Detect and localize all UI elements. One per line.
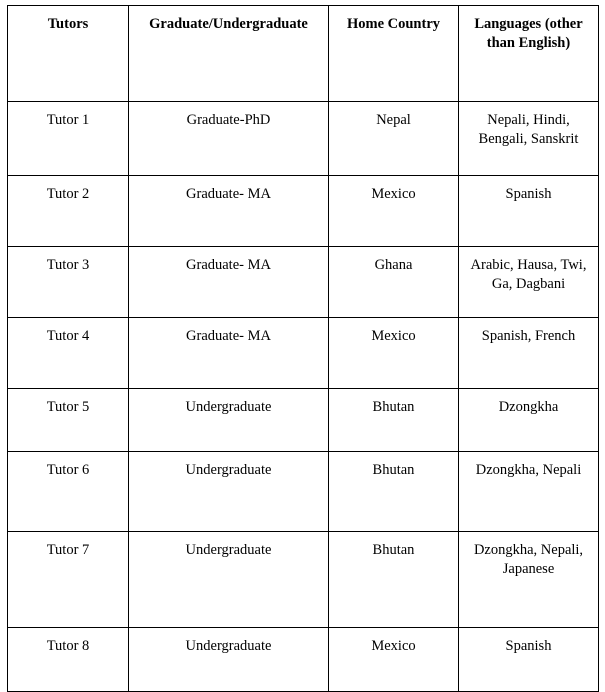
table-row [8, 389, 599, 452]
cell-languages: Dzongkha [459, 389, 599, 452]
cell-country: Ghana [329, 247, 459, 318]
cell-tutor: Tutor 6 [8, 452, 129, 532]
table-body [8, 102, 599, 692]
cell-country: Bhutan [329, 389, 459, 452]
table-row [8, 102, 599, 176]
table-header [8, 6, 599, 102]
cell-languages: Arabic, Hausa, Twi, Ga, Dagbani [459, 247, 599, 318]
cell-level: Undergraduate [129, 452, 329, 532]
cell-languages: Spanish, French [459, 318, 599, 389]
table-row [8, 628, 599, 692]
cell-tutor: Tutor 4 [8, 318, 129, 389]
cell-tutor: Tutor 1 [8, 102, 129, 176]
cell-tutor: Tutor 2 [8, 176, 129, 247]
tutors-table [7, 5, 599, 692]
cell-tutor: Tutor 5 [8, 389, 129, 452]
cell-languages: Nepali, Hindi, Bengali, Sanskrit [459, 102, 599, 176]
table-row [8, 318, 599, 389]
tutors-table-wrapper [7, 5, 598, 692]
cell-country: Mexico [329, 628, 459, 692]
table-header-row [8, 6, 599, 102]
cell-tutor: Tutor 3 [8, 247, 129, 318]
column-header-graduate-undergraduate: Graduate/Undergraduate [129, 6, 329, 102]
cell-languages: Dzongkha, Nepali [459, 452, 599, 532]
cell-level: Undergraduate [129, 389, 329, 452]
cell-level: Undergraduate [129, 628, 329, 692]
cell-level: Graduate- MA [129, 176, 329, 247]
cell-country: Mexico [329, 176, 459, 247]
column-header-home-country: Home Country [329, 6, 459, 102]
cell-languages: Spanish [459, 176, 599, 247]
cell-country: Bhutan [329, 452, 459, 532]
cell-level: Graduate- MA [129, 318, 329, 389]
column-header-languages: Languages (other than English) [459, 6, 599, 102]
cell-country: Bhutan [329, 532, 459, 628]
cell-country: Mexico [329, 318, 459, 389]
cell-languages: Dzongkha, Nepali, Japanese [459, 532, 599, 628]
table-row [8, 532, 599, 628]
cell-languages: Spanish [459, 628, 599, 692]
cell-tutor: Tutor 7 [8, 532, 129, 628]
cell-level: Graduate-PhD [129, 102, 329, 176]
cell-level: Undergraduate [129, 532, 329, 628]
cell-country: Nepal [329, 102, 459, 176]
table-row [8, 247, 599, 318]
cell-tutor: Tutor 8 [8, 628, 129, 692]
cell-level: Graduate- MA [129, 247, 329, 318]
column-header-tutors: Tutors [8, 6, 129, 102]
table-row [8, 452, 599, 532]
table-row [8, 176, 599, 247]
